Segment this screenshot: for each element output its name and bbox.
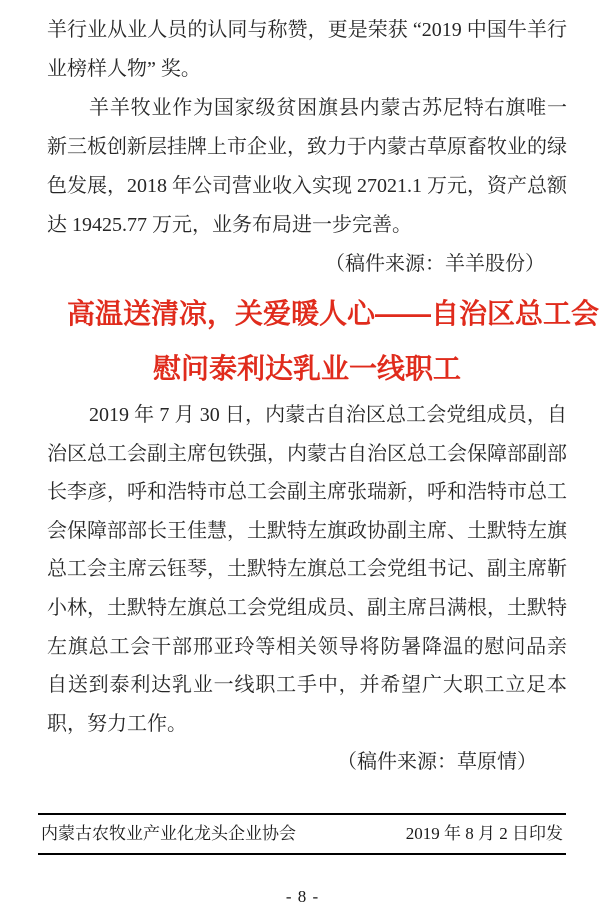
body-line: 治区总工会副主席包铁强，内蒙古自治区总工会保障部副部 xyxy=(47,442,567,465)
body-line: 业榜样人物” 奖。 xyxy=(47,58,201,80)
body-line: 达 19425.77 万元，业务布局进一步完善。 xyxy=(47,214,412,236)
page-number: - 8 - xyxy=(285,886,320,906)
article-title-line-2: 慰问泰利达乳业一线职工 xyxy=(152,353,461,384)
body-line: 2019 年 7 月 30 日，内蒙古自治区总工会党组成员，自 xyxy=(89,404,567,426)
body-line: 会保障部部长王佳慧，土默特左旗政协副主席、土默特左旗 xyxy=(47,519,567,542)
body-line: 羊行业从业人员的认同与称赞，更是荣获 “2019 中国牛羊行 xyxy=(47,19,567,41)
article-body xyxy=(47,396,567,782)
body-line: 色发展，2018 年公司营业收入实现 27021.1 万元，资产总额 xyxy=(47,175,567,197)
footer-issuer: 内蒙古农牧业产业化龙头企业协会 xyxy=(41,823,296,843)
article-title xyxy=(67,286,600,396)
body-line: 职，努力工作。 xyxy=(47,712,187,735)
body-line: 总工会主席云钰琴，土默特左旗总工会党组书记、副主席靳 xyxy=(47,558,567,581)
body-line: 自送到泰利达乳业一线职工手中，并希望广大职工立足本 xyxy=(47,674,567,697)
source-credit: （稿件来源：草原情） xyxy=(337,751,537,774)
page-content xyxy=(47,0,600,782)
body-line: 小林，土默特左旗总工会党组成员、副主席吕满根，土默特 xyxy=(47,596,567,619)
article-title-line-1: 高温送清凉，关爱暖人心——自治区总工会 xyxy=(67,298,600,329)
source-credit: （稿件来源：羊羊股份） xyxy=(325,253,545,275)
body-line: 新三板创新层挂牌上市企业，致力于内蒙古草原畜牧业的绿 xyxy=(47,136,567,158)
document-footer xyxy=(38,813,566,855)
body-line: 左旗总工会干部邢亚玲等相关领导将防暑降温的慰问品亲 xyxy=(47,635,567,658)
footer-print-date: 2019 年 8 月 2 日印发 xyxy=(405,823,563,843)
body-line: 长李彦，呼和浩特市总工会副主席张瑞新，呼和浩特市总工 xyxy=(47,481,567,504)
body-line: 羊羊牧业作为国家级贫困旗县内蒙古苏尼特右旗唯一 xyxy=(89,97,567,119)
